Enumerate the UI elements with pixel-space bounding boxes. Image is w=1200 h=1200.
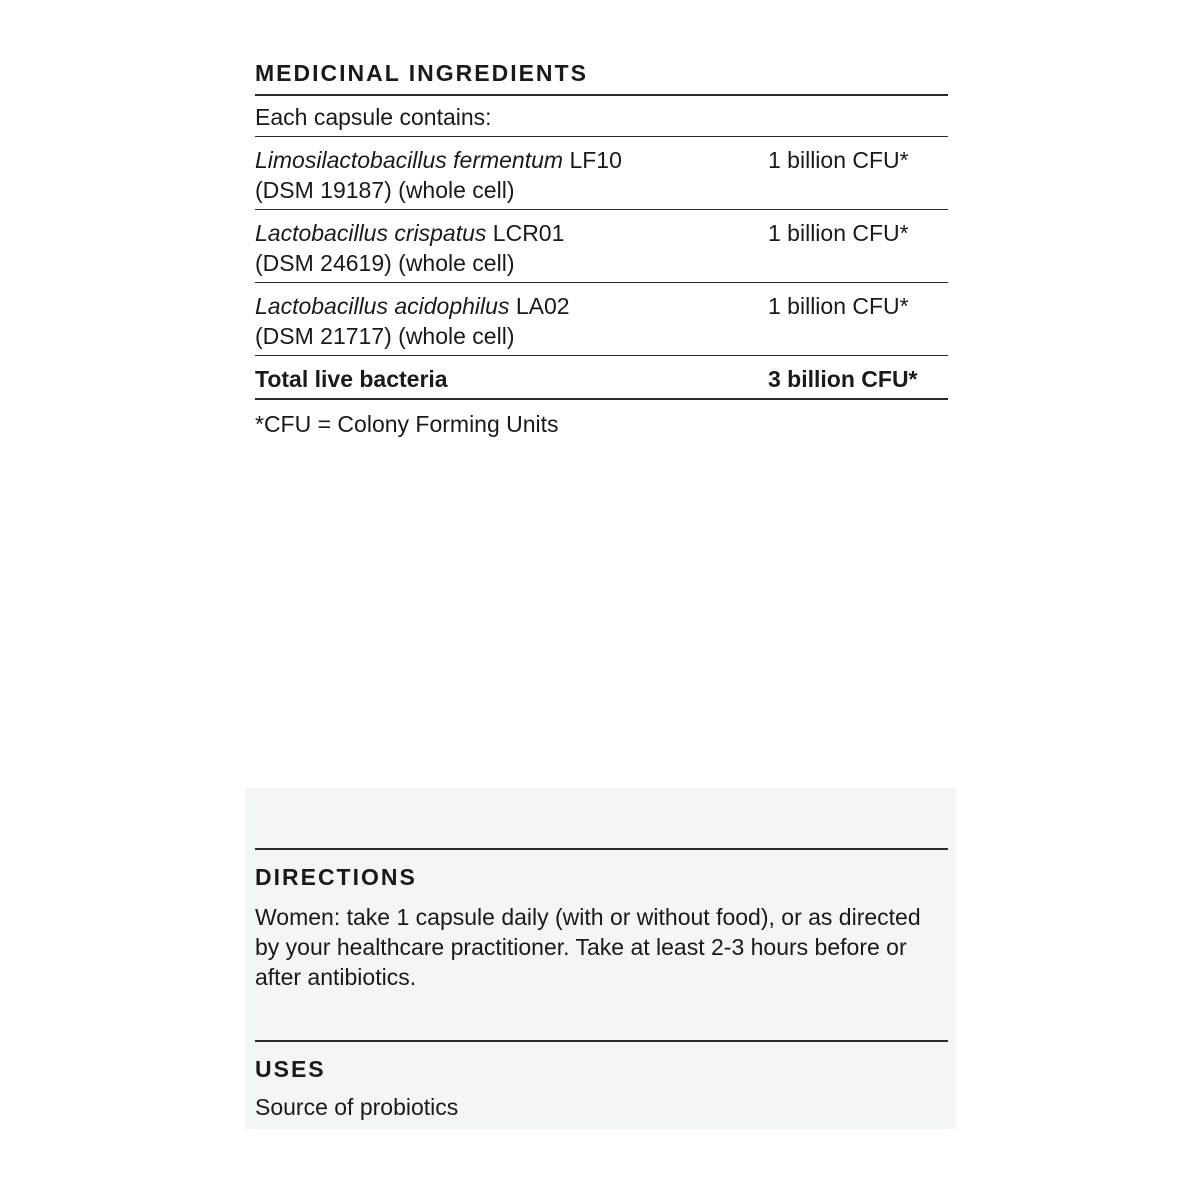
ingredient-amount: 1 billion CFU* — [768, 293, 909, 319]
ingredient-deposit: (DSM 19187) (whole cell) — [255, 177, 515, 203]
ingredient-amount: 1 billion CFU* — [768, 220, 909, 246]
directions-section — [255, 848, 948, 992]
directions-heading: DIRECTIONS — [255, 864, 417, 890]
total-amount: 3 billion CFU* — [768, 366, 918, 392]
cfu-footnote: *CFU = Colony Forming Units — [255, 411, 559, 437]
ingredient-name — [255, 145, 755, 205]
uses-heading: USES — [255, 1056, 326, 1082]
ingredient-row — [255, 210, 948, 283]
ingredient-species: Limosilactobacillus fermentum — [255, 147, 564, 173]
total-label: Total live bacteria — [255, 366, 448, 392]
medicinal-ingredients-section — [255, 58, 948, 439]
ingredient-name — [255, 218, 755, 278]
ingredient-row — [255, 137, 948, 210]
ingredient-row — [255, 283, 948, 356]
each-capsule-label: Each capsule contains: — [255, 96, 948, 137]
ingredient-species: Lactobacillus acidophilus — [255, 293, 510, 319]
total-row — [255, 356, 948, 400]
ingredient-species: Lactobacillus crispatus — [255, 220, 487, 246]
directions-text: Women: take 1 capsule daily (with or without food), or as directed by your healthcare practitioner. Take at least 2-3 hours before or after antibiotics. — [255, 904, 921, 990]
ingredient-deposit: (DSM 24619) (whole cell) — [255, 250, 515, 276]
directions-uses-panel — [245, 788, 956, 1129]
medicinal-ingredients-heading: MEDICINAL INGREDIENTS — [255, 58, 948, 96]
ingredient-strain: LA02 — [515, 293, 570, 319]
ingredient-name — [255, 291, 755, 351]
uses-section — [255, 1040, 948, 1122]
ingredient-amount: 1 billion CFU* — [768, 147, 909, 173]
ingredient-strain: LF10 — [569, 147, 622, 173]
uses-text: Source of probiotics — [255, 1094, 459, 1120]
ingredient-deposit: (DSM 21717) (whole cell) — [255, 323, 515, 349]
ingredient-strain: LCR01 — [492, 220, 565, 246]
